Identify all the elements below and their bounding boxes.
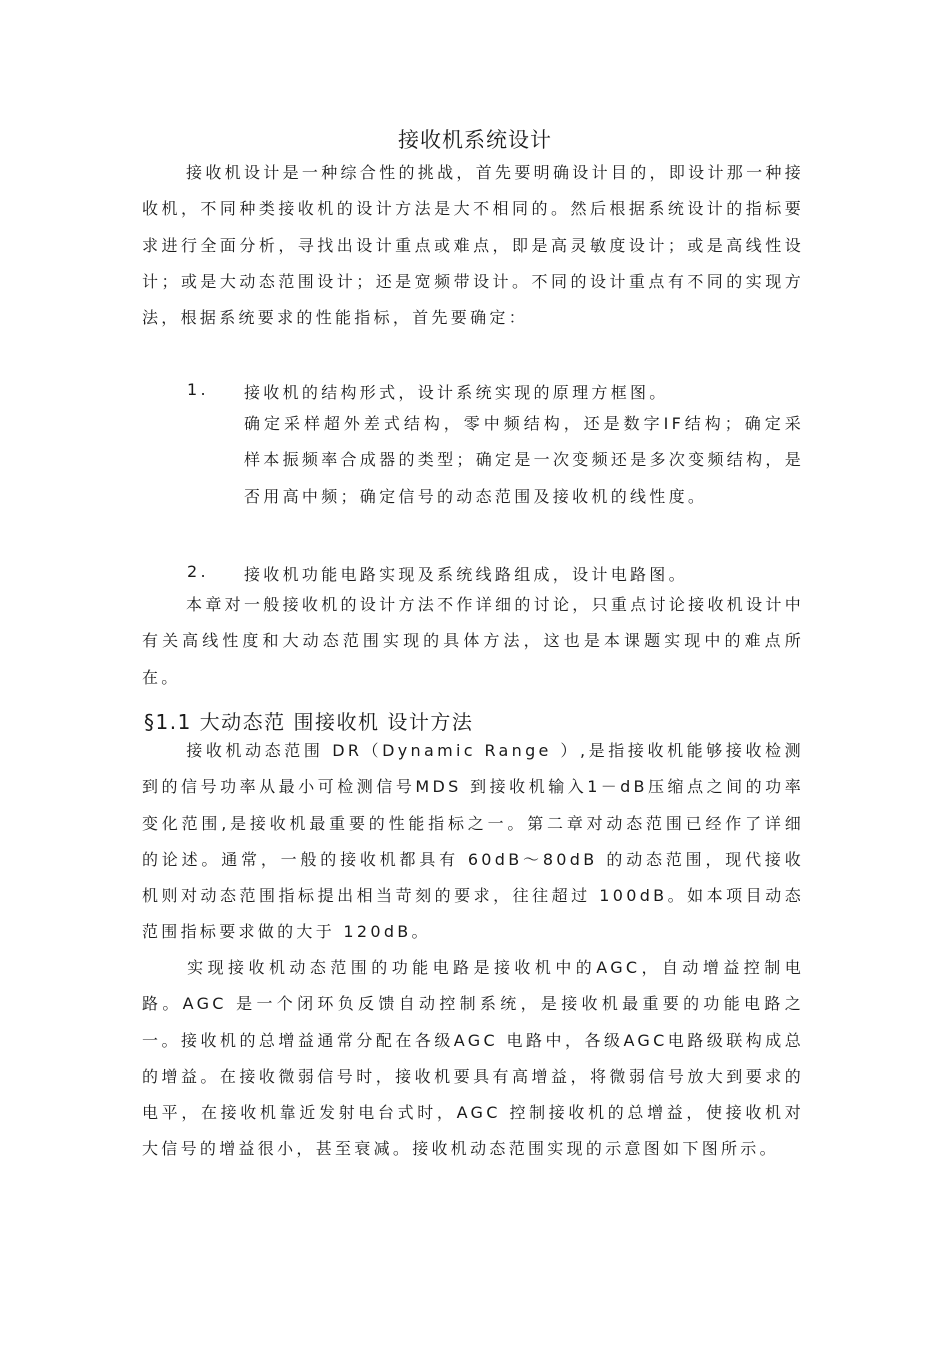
page-title: 接收机系统设计 [398,128,552,152]
list-text: 接收机功能电路实现及系统线路组成，设计电路图。 [244,565,688,584]
section-paragraph-1 [142,733,804,951]
section-paragraph-1-text: 接收机动态范围 DR（Dynamic Range ）,是指接收机能够接收检测到的信号功率从最小可检测信号MDS 到接收机输入1－dB压缩点之间的功率变化范围,是接收机最重要的性能指标之一。第二章对动态范围已经作了详细的论述。通常，一般的接收机都具有 60dB～80dB 的动态范围，现代接收机则对动态范围指标提出相当苛刻的要求，往往超过 100dB。如本项目动态范围指标要求做的大于 120dB。 [142,741,804,942]
list-number: 1. [187,380,209,399]
section-heading: §1.1 大动态范 围接收机 设计方法 [144,710,474,734]
section-paragraph-2 [142,950,804,1168]
intro-paragraph [142,155,804,336]
list-text: 接收机的结构形式，设计系统实现的原理方框图。 [244,383,669,402]
chapter-note-paragraph [142,587,804,696]
list-item-1-detail: 确定采样超外差式结构，零中频结构，还是数字IF结构；确定采样本振频率合成器的类型；确定是一次变频还是多次变频结构，是否用高中频；确定信号的动态范围及接收机的线性度。 [244,414,804,506]
list-number: 2. [187,562,209,581]
section-paragraph-2-text: 实现接收机动态范围的功能电路是接收机中的AGC，自动增益控制电路。AGC 是一个闭环负反馈自动控制系统，是接收机最重要的功能电路之一。接收机的总增益通常分配在各级AGC 电路中，各级AGC电路级联构成总的增益。在接收微弱信号时，接收机要具有高增益，将微弱信号放大到要求的电平，在接收机靠近发射电台式时，AGC 控制接收机的总增益，使接收机对大信号的增益很小，甚至衰减。接收机动态范围实现的示意图如下图所示。 [142,958,804,1159]
intro-text: 接收机设计是一种综合性的挑战，首先要明确设计目的，即设计那一种接收机，不同种类接收机的设计方法是大不相同的。然后根据系统设计的指标要求进行全面分析，寻找出设计重点或难点，即是高灵敏度设计；或是高线性设计；或是大动态范围设计；还是宽频带设计。不同的设计重点有不同的实现方法，根据系统要求的性能指标，首先要确定： [142,163,804,328]
chapter-note-text: 本章对一般接收机的设计方法不作详细的讨论，只重点讨论接收机设计中有关高线性度和大动态范围实现的具体方法，这也是本课题实现中的难点所在。 [142,595,804,687]
